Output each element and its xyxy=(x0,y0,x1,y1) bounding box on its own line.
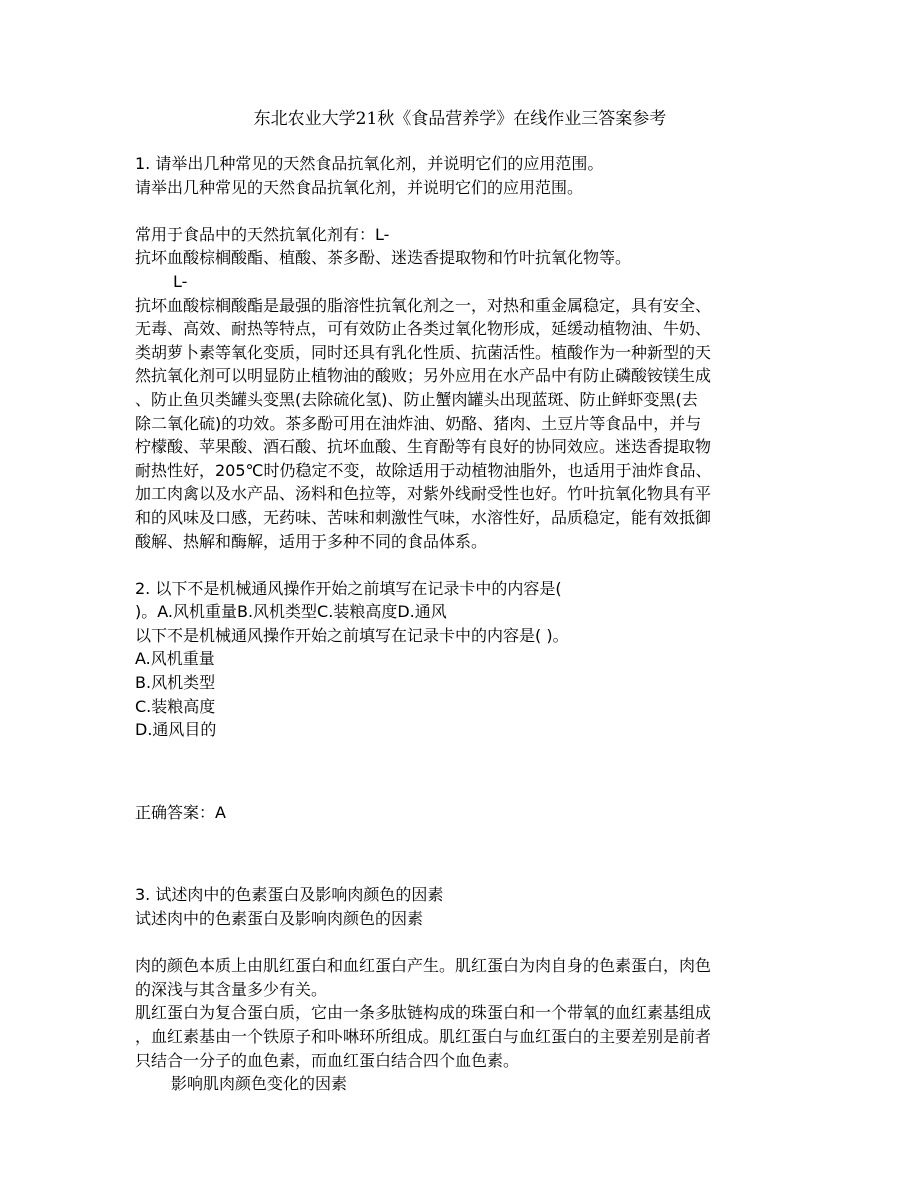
question-2-text-line-2: )。A.风机重量B.风机类型C.装粮高度D.通风 xyxy=(135,602,447,622)
correct-answer: 正确答案：A xyxy=(135,802,226,822)
answer-line: 和的风味及口感，无药味、苦味和刺激性气味，水溶性好，品质稳定，能有效抵御 xyxy=(135,507,712,527)
answer-line: 除二氧化硫)的功效。茶多酚可用在油炸油、奶酪、猪肉、土豆片等食品中，并与 xyxy=(135,413,702,433)
question-1 xyxy=(135,152,795,553)
answer-line: 抗坏血酸棕榈酸酯是最强的脂溶性抗氧化剂之一，对热和重金属稳定，具有安全、 xyxy=(135,295,712,315)
answer-line: 柠檬酸、苹果酸、酒石酸、抗坏血酸、生育酚等有良好的协同效应。迷迭香提取物 xyxy=(135,437,712,457)
answer-line: 加工肉禽以及水产品、汤料和色拉等，对紫外线耐受性也好。竹叶抗氧化物具有平 xyxy=(135,484,712,504)
option-c: C.装粮高度 xyxy=(135,696,216,716)
question-2-repeat: 以下不是机械通风操作开始之前填写在记录卡中的内容是( )。 xyxy=(135,625,569,645)
document-body xyxy=(135,152,795,1096)
answer-line: 然抗氧化剂可以明显防止植物油的酸败；另外应用在水产品中有防止磷酸铵镁生成 xyxy=(135,366,712,386)
answer-line: 的深浅与其含量多少有关。 xyxy=(135,979,328,999)
answer-line: 常用于食品中的天然抗氧化剂有：L- xyxy=(135,224,390,244)
answer-subheading: 影响肌肉颜色变化的因素 xyxy=(171,1074,348,1094)
answer-line: ，血红素基由一个铁原子和卟啉环所组成。肌红蛋白与血红蛋白的主要差别是前者 xyxy=(135,1027,712,1046)
answer-line: 耐热性好，205℃时仍稳定不变，故除适用于动植物油脂外，也适用于油炸食品、 xyxy=(135,460,712,480)
option-a: A.风机重量 xyxy=(135,649,215,669)
answer-line: 肉的颜色本质上由肌红蛋白和血红蛋白产生。肌红蛋白为肉自身的色素蛋白，肉色 xyxy=(135,956,712,976)
answer-line: 、防止鱼贝类罐头变黑(去除硫化氢)、防止蟹肉罐头出现蓝斑、防止鲜虾变黑(去 xyxy=(135,389,698,409)
question-3-repeat: 试述肉中的色素蛋白及影响肉颜色的因素 xyxy=(135,909,424,929)
question-2 xyxy=(135,577,795,825)
question-2-text-line-1: 2. 以下不是机械通风操作开始之前填写在记录卡中的内容是( xyxy=(135,578,562,598)
answer-line: 酸解、热解和酶解，适用于多种不同的食品体系。 xyxy=(135,531,488,551)
answer-line: 无毒、高效、耐热等特点，可有效防止各类过氧化物形成，延缓动植物油、牛奶、 xyxy=(135,319,712,339)
answer-line: L- xyxy=(173,271,188,291)
document-title: 东北农业大学21秋《食品营养学》在线作业三答案参考 xyxy=(253,109,667,129)
option-b: B.风机类型 xyxy=(135,673,216,693)
question-1-text: 1. 请举出几种常见的天然食品抗氧化剂，并说明它们的应用范围。 xyxy=(135,154,604,173)
question-1-repeat: 请举出几种常见的天然食品抗氧化剂，并说明它们的应用范围。 xyxy=(135,177,584,197)
answer-line: 类胡萝卜素等氧化变质，同时还具有乳化性质、抗菌活性。植酸作为一种新型的天 xyxy=(135,342,712,362)
question-1-answer xyxy=(135,223,795,553)
question-3-text: 3. 试述肉中的色素蛋白及影响肉颜色的因素 xyxy=(135,885,444,905)
question-3 xyxy=(135,883,795,1095)
question-3-answer xyxy=(135,954,795,1096)
answer-line: 只结合一分子的血色素，而血红蛋白结合四个血色素。 xyxy=(135,1050,520,1070)
answer-line: 肌红蛋白为复合蛋白质，它由一条多肽链构成的珠蛋白和一个带氧的血红素基组成 xyxy=(135,1003,712,1023)
answer-line: 抗坏血酸棕榈酸酯、植酸、茶多酚、迷迭香提取物和竹叶抗氧化物等。 xyxy=(135,248,632,268)
option-d: D.通风目的 xyxy=(135,720,217,740)
